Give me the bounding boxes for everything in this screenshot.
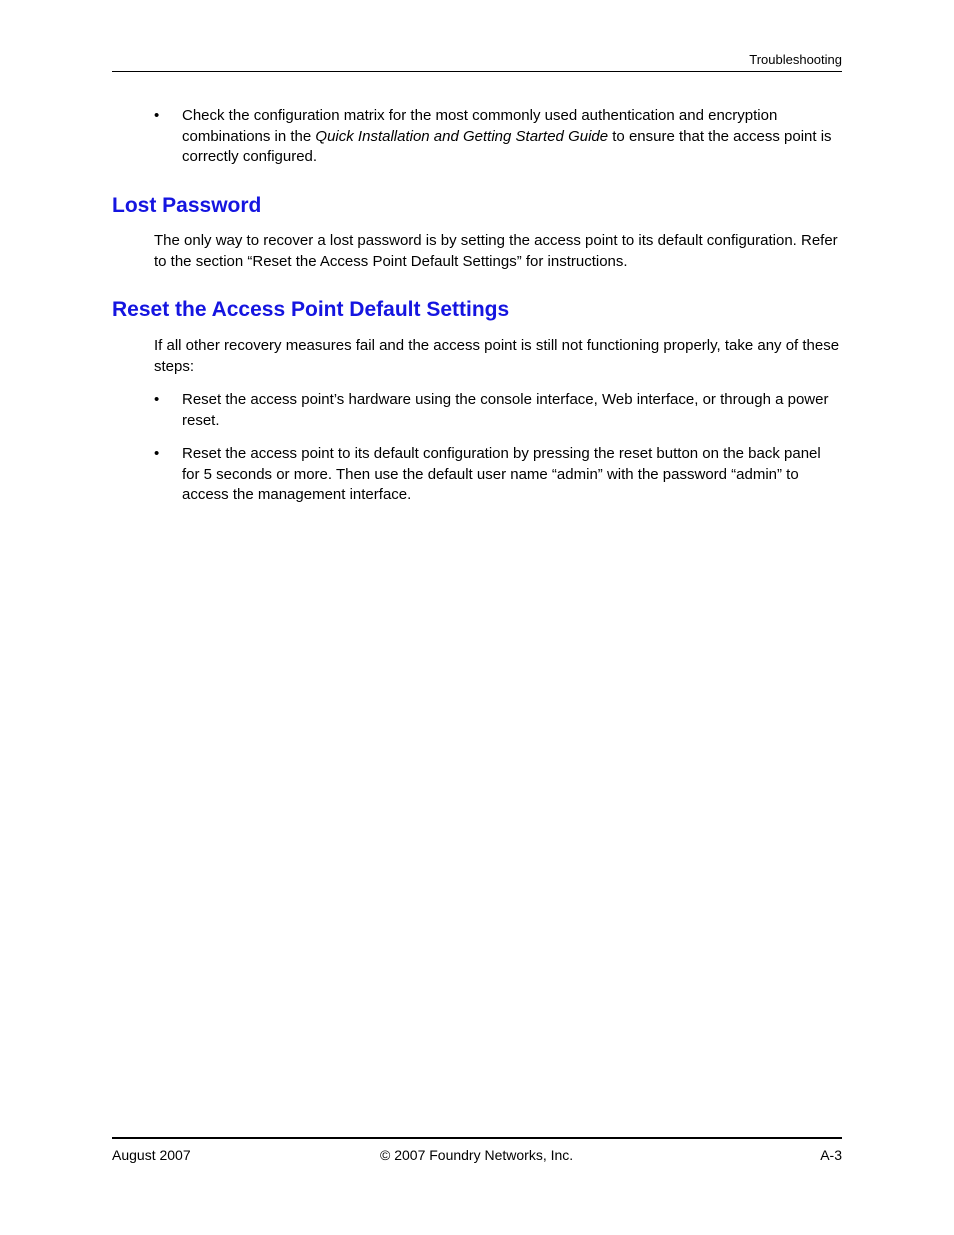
- footer-copyright: © 2007 Foundry Networks, Inc.: [380, 1147, 574, 1163]
- footer-date: August 2007: [112, 1147, 191, 1163]
- list-item-text: Check the configuration matrix for the most commonly used authentication and encryption combinations in the Quick Installation and Getting Started Guide to ensure that the access point is correctly configured.: [182, 107, 832, 165]
- section-heading-lost-password: Lost Password: [112, 194, 262, 217]
- list-item-text: Reset the access point’s hardware using the console interface, Web interface, or through a power reset.: [182, 391, 829, 429]
- bullet-glyph: •: [154, 107, 160, 124]
- footer-rule: [112, 1137, 842, 1139]
- bullet-glyph: •: [154, 391, 160, 408]
- header-rule: [112, 71, 842, 72]
- bullet-glyph: •: [154, 445, 160, 462]
- list-item: [154, 106, 842, 168]
- footer-page-number: A-3: [820, 1147, 842, 1163]
- guide-title: Quick Installation and Getting Started Guide: [315, 127, 609, 145]
- lost-password-body: The only way to recover a lost password is by setting the access point to its default configuration. Refer to the section “Reset the Access Point Default Settings” for instructions.: [154, 232, 838, 270]
- list-item: [154, 444, 842, 506]
- reset-defaults-body: If all other recovery measures fail and the access point is still not functioning properly, take any of these steps:: [154, 337, 840, 375]
- list-item: [154, 390, 842, 431]
- section-heading-reset-defaults: Reset the Access Point Default Settings: [112, 298, 510, 321]
- list-item-text: Reset the access point to its default configuration by pressing the reset button on the back panel for 5 seconds or more. Then use the default user name “admin” with the password “admin” to access the management interface.: [182, 445, 821, 503]
- running-header: Troubleshooting: [749, 52, 842, 67]
